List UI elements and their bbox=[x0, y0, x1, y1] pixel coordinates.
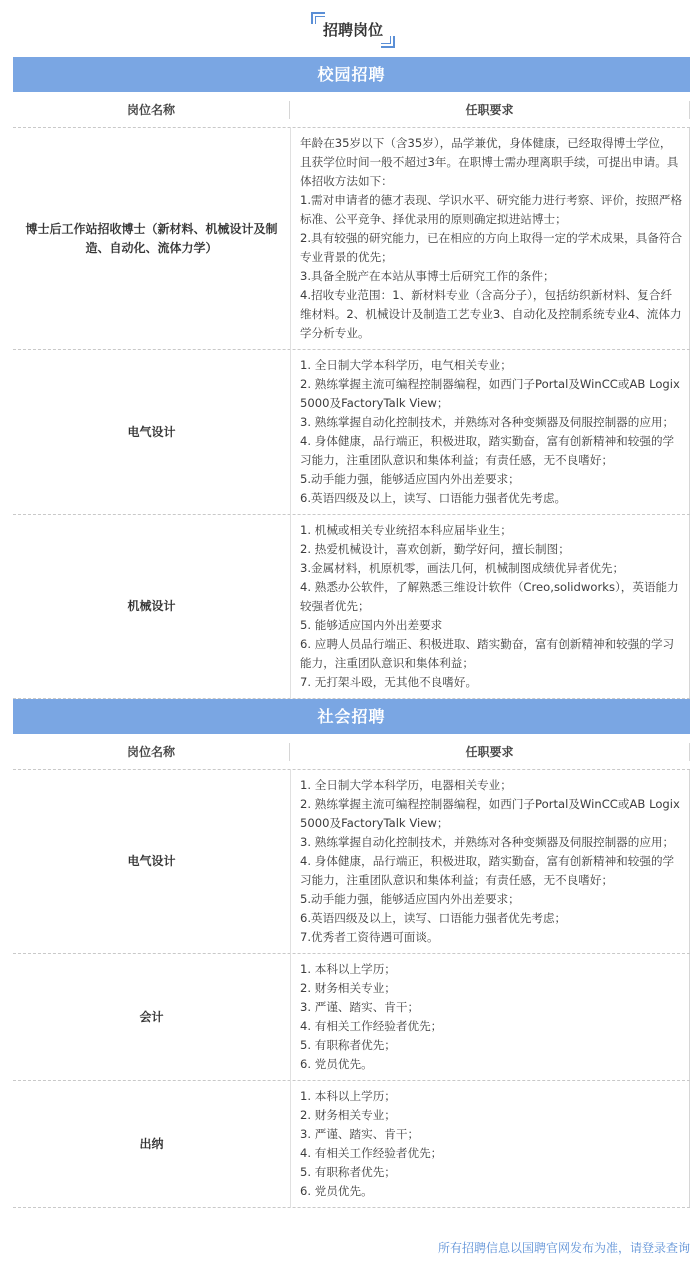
column-header-position: 岗位名称 bbox=[13, 743, 290, 761]
requirements-cell bbox=[290, 128, 690, 349]
requirement-line: 3. 严谨、踏实、肯干； bbox=[300, 1127, 420, 1141]
recruitment-section bbox=[13, 57, 690, 699]
position-name: 出纳 bbox=[139, 1136, 164, 1151]
requirement-line: 4. 熟悉办公软件，了解熟悉三维设计软件（Creo,solidworks），英语能力较强者优先； bbox=[300, 580, 679, 613]
column-header bbox=[13, 734, 690, 770]
title-frame bbox=[311, 12, 395, 48]
footer-note: 所有招聘信息以国聘官网发布为准，请登录查询 bbox=[437, 1241, 690, 1255]
requirement-line: 2. 财务相关专业； bbox=[300, 981, 396, 995]
requirement-line: 2. 财务相关专业； bbox=[300, 1108, 396, 1122]
table-row bbox=[13, 350, 690, 515]
requirement-line: 4. 有相关工作经验者优先； bbox=[300, 1019, 443, 1033]
requirement-line: 7. 无打架斗殴，无其他不良嗜好。 bbox=[300, 675, 478, 689]
requirement-line: 5. 能够适应国内外出差要求 bbox=[300, 618, 443, 632]
table-row bbox=[13, 128, 690, 350]
position-name: 电气设计 bbox=[127, 424, 176, 439]
requirement-line: 4.招收专业范围：1、新材料专业（含高分子），包括纺织新材料、复合纤维材料。2、机械设计及制造工艺专业3、自动化及控制系统专业4、流体力学分析专业。 bbox=[300, 288, 682, 340]
requirements-cell bbox=[290, 954, 690, 1080]
column-header-requirements: 任职要求 bbox=[290, 101, 690, 119]
requirement-line: 3. 严谨、踏实、肯干； bbox=[300, 1000, 420, 1014]
requirement-line: 2.具有较强的研究能力，已在相应的方向上取得一定的学术成果，具备符合专业背景的优先； bbox=[300, 231, 683, 264]
requirements-cell bbox=[290, 350, 690, 514]
sections-container bbox=[0, 57, 700, 1208]
position-name: 电气设计 bbox=[127, 854, 176, 868]
requirement-line: 5. 有职称者优先； bbox=[300, 1165, 396, 1179]
requirements-cell bbox=[290, 515, 690, 698]
requirement-line: 1. 本科以上学历； bbox=[300, 962, 396, 976]
requirement-line: 6.英语四级及以上，读写、口语能力强者优先考虑。 bbox=[300, 491, 567, 505]
position-name: 会计 bbox=[139, 1009, 164, 1024]
position-name: 博士后工作站招收博士（新材料、机械设计及制造、自动化、流体力学） bbox=[25, 221, 278, 255]
column-header-position: 岗位名称 bbox=[13, 101, 290, 119]
requirement-line: 3. 熟练掌握自动化控制技术，并熟练对各种变频器及伺服控制器的应用； bbox=[300, 415, 675, 429]
requirements-cell bbox=[290, 1081, 690, 1207]
requirement-line: 1.需对申请者的德才表现、学识水平、研究能力进行考察、评价，按照严格标准、公平竞争、择优录用的原则确定拟进站博士； bbox=[300, 193, 683, 226]
requirements-cell bbox=[290, 770, 690, 953]
section-title: 校园招聘 bbox=[13, 57, 690, 92]
column-header-requirements: 任职要求 bbox=[290, 743, 690, 761]
requirement-line: 6. 应聘人员品行端正、积极进取、踏实勤奋，富有创新精神和较强的学习能力，注重团队意识和集体利益； bbox=[300, 637, 675, 670]
requirement-line: 4. 有相关工作经验者优先； bbox=[300, 1146, 443, 1160]
requirement-line: 年龄在35岁以下（含35岁），品学兼优，身体健康，已经取得博士学位，且获学位时间一般不超过3年。在职博士需办理离职手续，可提出申请。具体招收方法如下： bbox=[300, 136, 679, 188]
requirement-line: 3.具备全脱产在本站从事博士后研究工作的条件； bbox=[300, 269, 555, 283]
requirement-line: 2. 熟练掌握主流可编程控制器编程，如西门子Portal及WinCC或AB Logix 5000及FactoryTalk View； bbox=[300, 377, 680, 410]
requirement-line: 6. 党员优先。 bbox=[300, 1184, 373, 1198]
requirement-line: 5.动手能力强，能够适应国内外出差要求； bbox=[300, 892, 520, 906]
page-header bbox=[0, 0, 700, 57]
requirement-line: 2. 熟练掌握主流可编程控制器编程，如西门子Portal及WinCC或AB Logix 5000及FactoryTalk View； bbox=[300, 797, 680, 830]
requirement-line: 1. 全日制大学本科学历，电气相关专业； bbox=[300, 358, 512, 372]
requirement-line: 5.动手能力强，能够适应国内外出差要求； bbox=[300, 472, 520, 486]
recruitment-section bbox=[13, 699, 690, 1208]
requirement-line: 2. 热爱机械设计，喜欢创新，勤学好问，擅长制图； bbox=[300, 542, 570, 556]
requirement-line: 4. 身体健康，品行端正，积极进取，踏实勤奋，富有创新精神和较强的学习能力，注重团队意识和集体利益；有责任感，无不良嗜好； bbox=[300, 854, 675, 887]
requirement-line: 4. 身体健康，品行端正，积极进取，踏实勤奋，富有创新精神和较强的学习能力，注重团队意识和集体利益；有责任感，无不良嗜好； bbox=[300, 434, 675, 467]
table-row bbox=[13, 954, 690, 1081]
requirement-line: 6.英语四级及以上，读写、口语能力强者优先考虑； bbox=[300, 911, 567, 925]
requirement-line: 3.金属材料，机原机零，画法几何，机械制图成绩优异者优先； bbox=[300, 561, 625, 575]
position-name: 机械设计 bbox=[127, 599, 176, 613]
requirement-line: 5. 有职称者优先； bbox=[300, 1038, 396, 1052]
table-row bbox=[13, 515, 690, 699]
column-header bbox=[13, 92, 690, 128]
requirement-line: 3. 熟练掌握自动化控制技术，并熟练对各种变频器及伺服控制器的应用； bbox=[300, 835, 675, 849]
page-title: 招聘岗位 bbox=[322, 21, 383, 39]
requirement-line: 1. 本科以上学历； bbox=[300, 1089, 396, 1103]
requirement-line: 1. 全日制大学本科学历，电器相关专业； bbox=[300, 778, 512, 792]
table-row bbox=[13, 770, 690, 954]
requirement-line: 7.优秀者工资待遇可面谈。 bbox=[300, 930, 439, 944]
requirement-line: 6. 党员优先。 bbox=[300, 1057, 373, 1071]
requirement-line: 1. 机械或相关专业统招本科应届毕业生； bbox=[300, 523, 512, 537]
section-title: 社会招聘 bbox=[13, 699, 690, 734]
table-row bbox=[13, 1081, 690, 1208]
